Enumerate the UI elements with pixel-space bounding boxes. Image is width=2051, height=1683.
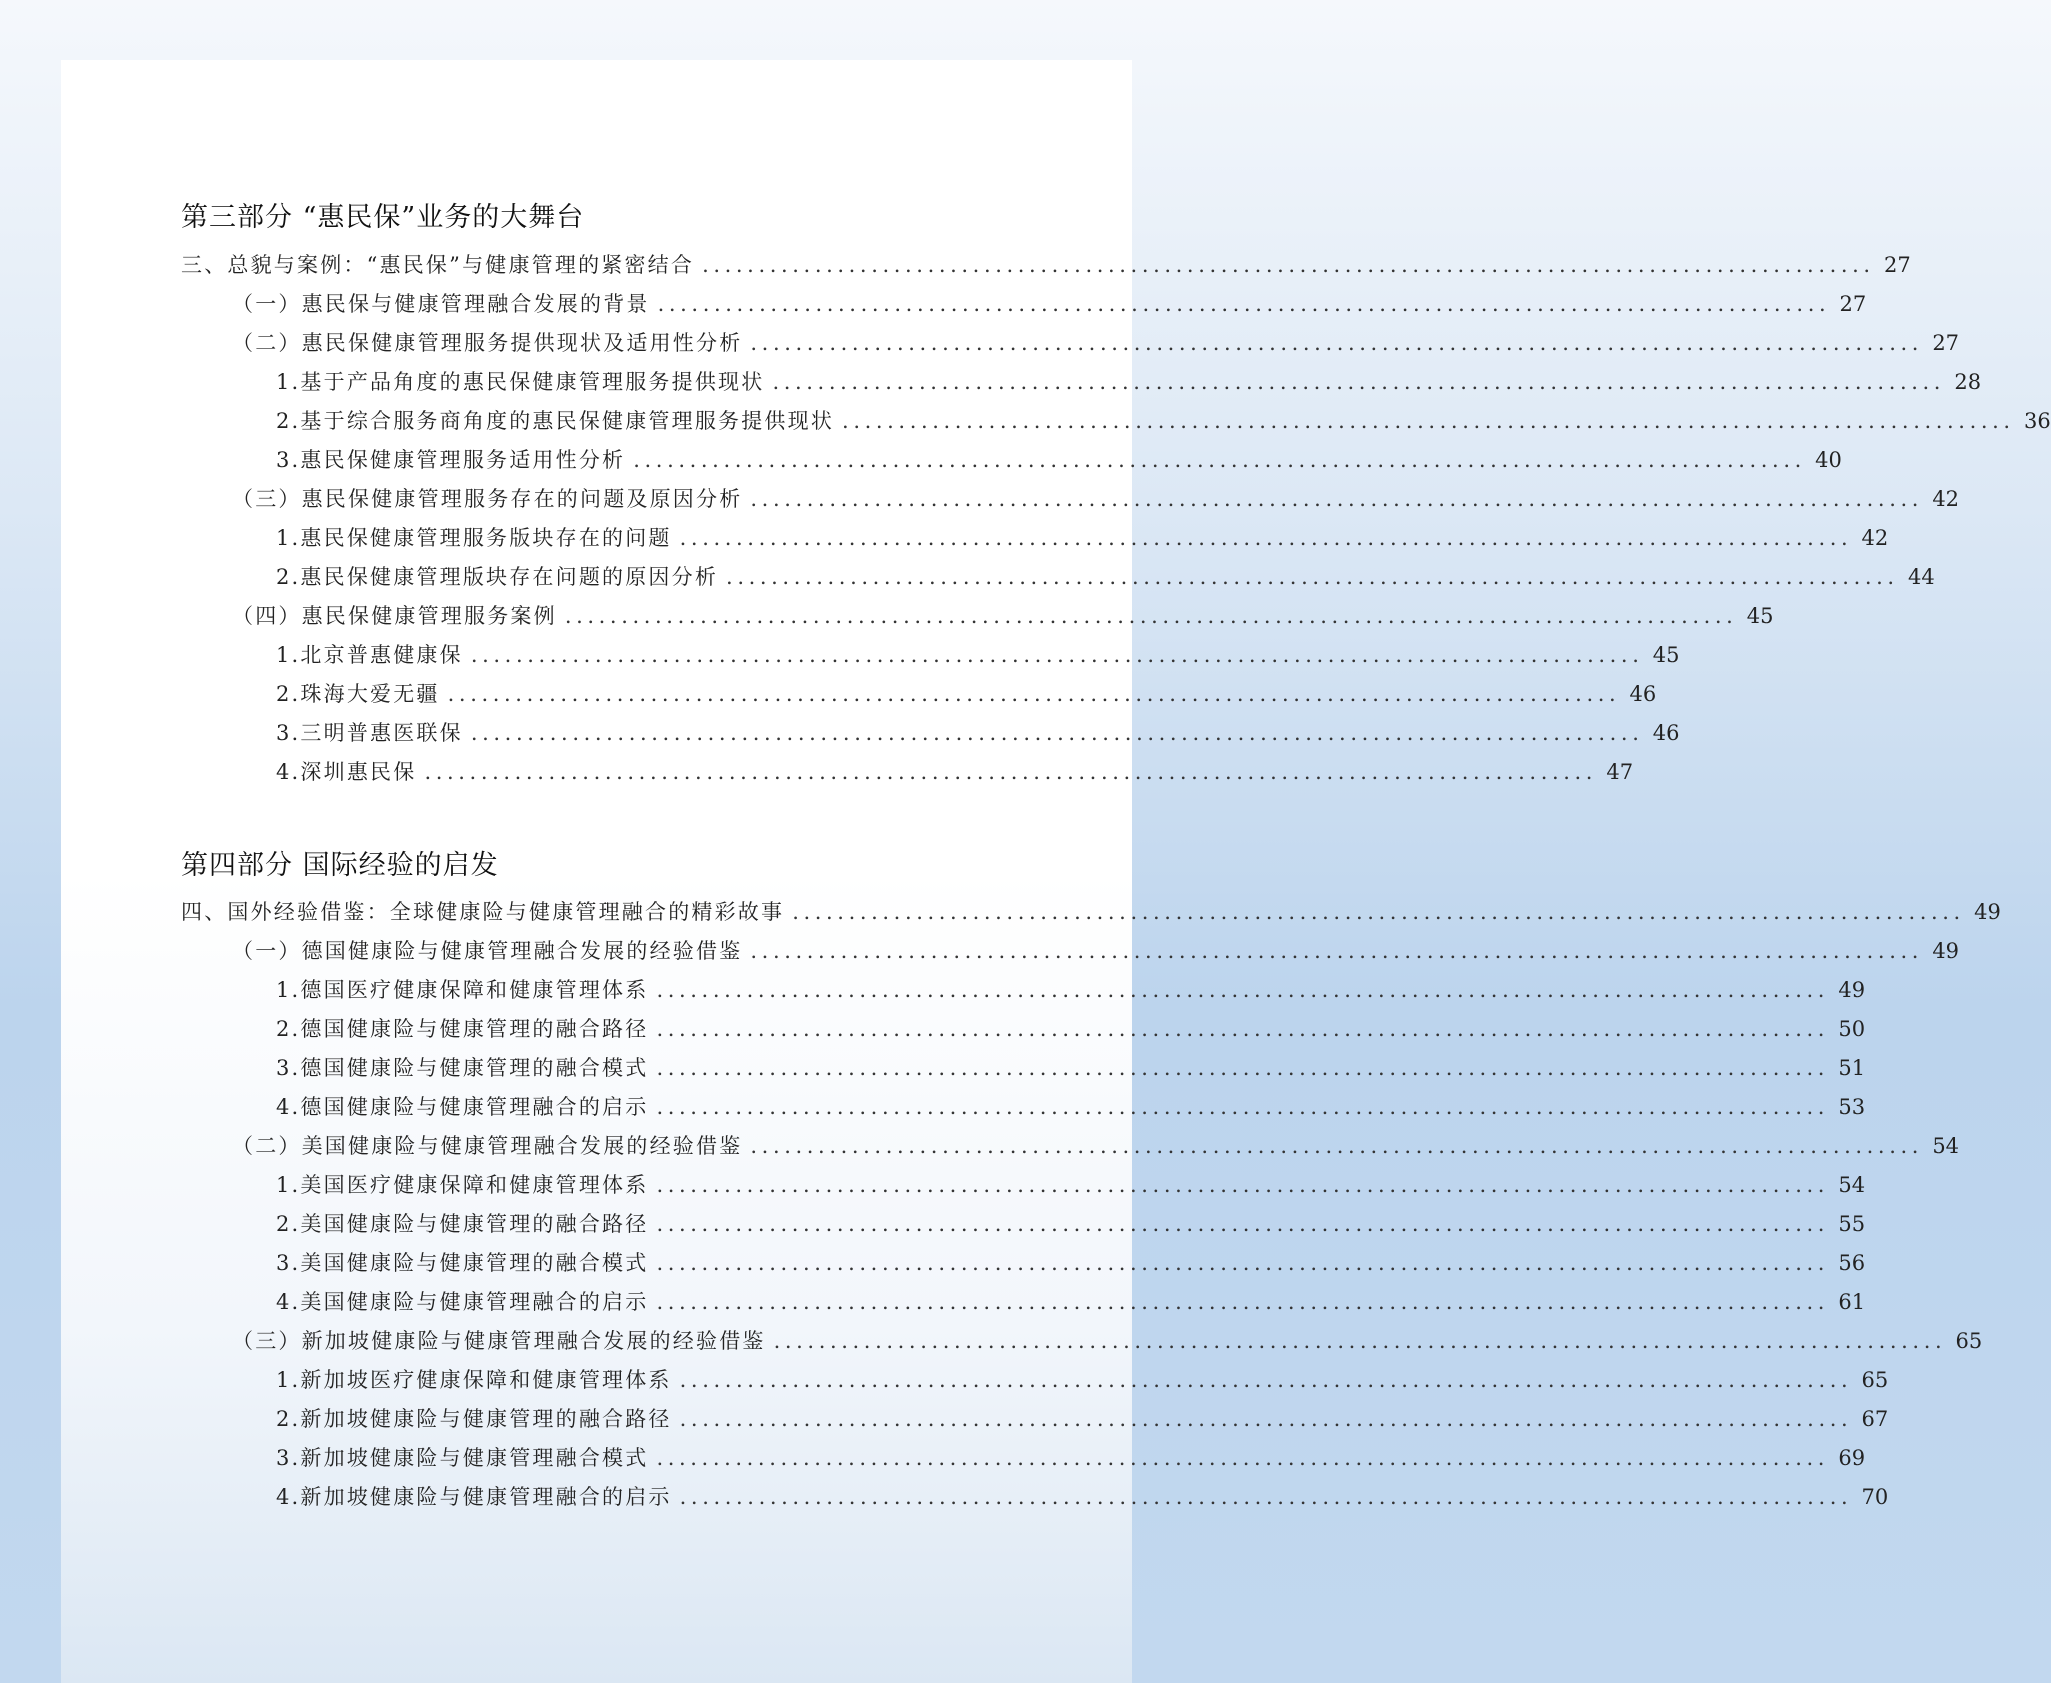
toc-leader-dots: ........................................................................................................	[656, 1290, 1830, 1314]
toc-leader-dots: ........................................................................................................	[679, 1407, 1853, 1431]
toc-entry[interactable]	[232, 288, 1867, 320]
toc-page-number: 46	[1652, 721, 1680, 745]
toc-entry-label: （二）惠民保健康管理服务提供现状及适用性分析	[232, 331, 743, 355]
toc-entry-label: 3.三明普惠医联保	[276, 721, 463, 745]
toc-entry[interactable]	[276, 1013, 1866, 1045]
toc-entry[interactable]	[276, 444, 1842, 476]
toc-entry-label: 1.北京普惠健康保	[276, 643, 463, 667]
toc-page-number: 50	[1838, 1017, 1866, 1041]
toc-entry[interactable]	[276, 1169, 1866, 1201]
toc-entry-label: 4.新加坡健康险与健康管理融合的启示	[276, 1485, 672, 1509]
toc-page-number: 51	[1838, 1056, 1866, 1080]
toc-leader-dots: ........................................................................................................	[470, 721, 1644, 745]
toc-leader-dots: ........................................................................................................	[679, 526, 1853, 550]
toc-entry[interactable]	[232, 483, 1960, 515]
toc-leader-dots: ........................................................................................................	[656, 1446, 1830, 1470]
toc-entry[interactable]	[276, 974, 1866, 1006]
toc-entry-label: 2.美国健康险与健康管理的融合路径	[276, 1212, 649, 1236]
toc-entry[interactable]	[276, 1247, 1866, 1279]
toc-leader-dots: ........................................................................................................	[750, 331, 1924, 355]
toc-entry[interactable]	[276, 1403, 1889, 1435]
toc-leader-dots: ........................................................................................................	[656, 978, 1830, 1002]
toc-entry[interactable]	[232, 935, 1960, 967]
toc-entry-label: 3.德国健康险与健康管理的融合模式	[276, 1056, 649, 1080]
toc-entry[interactable]	[276, 405, 2051, 437]
toc-entry-label: （三）新加坡健康险与健康管理融合发展的经验借鉴	[232, 1329, 766, 1353]
toc-page-number: 55	[1838, 1212, 1866, 1236]
toc-page-number: 45	[1746, 604, 1774, 628]
toc-leader-dots: ........................................................................................................	[447, 682, 1621, 706]
toc-page-number: 65	[1861, 1368, 1889, 1392]
toc-page-number: 46	[1629, 682, 1657, 706]
toc-entry[interactable]	[276, 366, 1982, 398]
part4-title: 第四部分 国际经验的启发	[181, 850, 499, 881]
toc-entry[interactable]	[276, 1208, 1866, 1240]
toc-leader-dots: ........................................................................................................	[726, 565, 1899, 589]
toc-page-number: 54	[1838, 1173, 1866, 1197]
toc-entry-label: 4.德国健康险与健康管理融合的启示	[276, 1095, 649, 1119]
toc-entry[interactable]	[181, 249, 1911, 281]
toc-entry-label: 2.新加坡健康险与健康管理的融合路径	[276, 1407, 672, 1431]
toc-leader-dots: ........................................................................................................	[656, 1251, 1830, 1275]
toc-entry[interactable]	[276, 756, 1634, 788]
toc-leader-dots: ........................................................................................................	[792, 900, 1965, 924]
toc-page-number: 70	[1861, 1485, 1889, 1509]
toc-page-number: 49	[1974, 900, 2001, 924]
toc-leader-dots: ........................................................................................................	[656, 1212, 1830, 1236]
toc-page-number: 27	[1883, 253, 1911, 277]
toc-page-number: 28	[1954, 370, 1982, 394]
toc-entry[interactable]	[276, 1442, 1866, 1474]
toc-entry-label: 3.新加坡健康险与健康管理融合模式	[276, 1446, 649, 1470]
toc-leader-dots: ........................................................................................................	[772, 370, 1946, 394]
toc-entry-label: 四、国外经验借鉴：全球健康险与健康管理融合的精彩故事	[181, 900, 785, 924]
toc-entry-label: 4.深圳惠民保	[276, 760, 417, 784]
toc-entry-label: 4.美国健康险与健康管理融合的启示	[276, 1290, 649, 1314]
toc-entry[interactable]	[276, 1364, 1889, 1396]
toc-entry[interactable]	[232, 327, 1960, 359]
toc-leader-dots: ........................................................................................................	[842, 409, 2015, 433]
toc-entry-label: 1.美国医疗健康保障和健康管理体系	[276, 1173, 649, 1197]
toc-leader-dots: ........................................................................................................	[633, 448, 1806, 472]
toc-leader-dots: ........................................................................................................	[657, 292, 1831, 316]
toc-entry[interactable]	[181, 896, 2001, 928]
toc-entry[interactable]	[276, 1052, 1866, 1084]
toc-entry-label: 2.惠民保健康管理版块存在问题的原因分析	[276, 565, 719, 589]
toc-page-number: 27	[1839, 292, 1867, 316]
toc-page-number: 40	[1815, 448, 1842, 472]
toc-leader-dots: ........................................................................................................	[773, 1329, 1947, 1353]
toc-entry[interactable]	[232, 1130, 1960, 1162]
toc-leader-dots: ........................................................................................................	[750, 1134, 1924, 1158]
toc-entry[interactable]	[276, 561, 1935, 593]
toc-page-number: 53	[1838, 1095, 1866, 1119]
toc-leader-dots: ........................................................................................................	[656, 1017, 1830, 1041]
toc-entry[interactable]	[276, 639, 1680, 671]
toc-entry[interactable]	[276, 678, 1657, 710]
toc-leader-dots: ........................................................................................................	[750, 939, 1924, 963]
toc-entry[interactable]	[276, 1091, 1866, 1123]
toc-page-number: 56	[1838, 1251, 1866, 1275]
toc-entry[interactable]	[232, 600, 1774, 632]
toc-entry[interactable]	[276, 522, 1889, 554]
toc-leader-dots: ........................................................................................................	[679, 1368, 1853, 1392]
toc-leader-dots: ........................................................................................................	[702, 253, 1875, 277]
toc-page-number: 69	[1838, 1446, 1866, 1470]
toc-entry[interactable]	[232, 1325, 1983, 1357]
toc-entry-label: 1.惠民保健康管理服务版块存在的问题	[276, 526, 672, 550]
toc-entry-label: （二）美国健康险与健康管理融合发展的经验借鉴	[232, 1134, 743, 1158]
toc-leader-dots: ........................................................................................................	[470, 643, 1644, 667]
toc-entry-label: 2.基于综合服务商角度的惠民保健康管理服务提供现状	[276, 409, 835, 433]
toc-entry-label: 3.惠民保健康管理服务适用性分析	[276, 448, 626, 472]
toc-entry-label: （三）惠民保健康管理服务存在的问题及原因分析	[232, 487, 743, 511]
toc-entry-label: （一）德国健康险与健康管理融合发展的经验借鉴	[232, 939, 743, 963]
toc-page-number: 49	[1838, 978, 1866, 1002]
toc-page-number: 42	[1861, 526, 1889, 550]
toc-page-number: 47	[1606, 760, 1634, 784]
toc-leader-dots: ........................................................................................................	[679, 1485, 1853, 1509]
toc-page-number: 61	[1838, 1290, 1866, 1314]
toc-entry-label: 1.基于产品角度的惠民保健康管理服务提供现状	[276, 370, 765, 394]
toc-leader-dots: ........................................................................................................	[656, 1095, 1830, 1119]
toc-page-number: 45	[1652, 643, 1680, 667]
toc-page-number: 27	[1932, 331, 1960, 355]
toc-entry[interactable]	[276, 1286, 1866, 1318]
toc-page-number: 54	[1932, 1134, 1960, 1158]
toc-entry-label: （一）惠民保与健康管理融合发展的背景	[232, 292, 650, 316]
toc-entry-label: 3.美国健康险与健康管理的融合模式	[276, 1251, 649, 1275]
toc-page-number: 67	[1861, 1407, 1889, 1431]
toc-entry[interactable]	[276, 1481, 1889, 1513]
toc-leader-dots: ........................................................................................................	[424, 760, 1598, 784]
toc-page-number: 65	[1955, 1329, 1983, 1353]
toc-leader-dots: ........................................................................................................	[564, 604, 1738, 628]
toc-page-number: 42	[1932, 487, 1960, 511]
toc-page-number: 49	[1932, 939, 1960, 963]
toc-entry-label: 2.德国健康险与健康管理的融合路径	[276, 1017, 649, 1041]
toc-entry-label: （四）惠民保健康管理服务案例	[232, 604, 557, 628]
toc-leader-dots: ........................................................................................................	[750, 487, 1924, 511]
toc-entry[interactable]	[276, 717, 1680, 749]
toc-entry-label: 三、总貌与案例：“惠民保”与健康管理的紧密结合	[181, 253, 695, 277]
toc-entry-label: 1.新加坡医疗健康保障和健康管理体系	[276, 1368, 672, 1392]
toc-entry-label: 2.珠海大爱无疆	[276, 682, 440, 706]
part3-title: 第三部分 “惠民保”业务的大舞台	[181, 202, 585, 233]
toc-leader-dots: ........................................................................................................	[656, 1173, 1830, 1197]
toc-leader-dots: ........................................................................................................	[656, 1056, 1830, 1080]
toc-page-number: 44	[1907, 565, 1935, 589]
toc-entry-label: 1.德国医疗健康保障和健康管理体系	[276, 978, 649, 1002]
toc-page-number: 36	[2023, 409, 2051, 433]
